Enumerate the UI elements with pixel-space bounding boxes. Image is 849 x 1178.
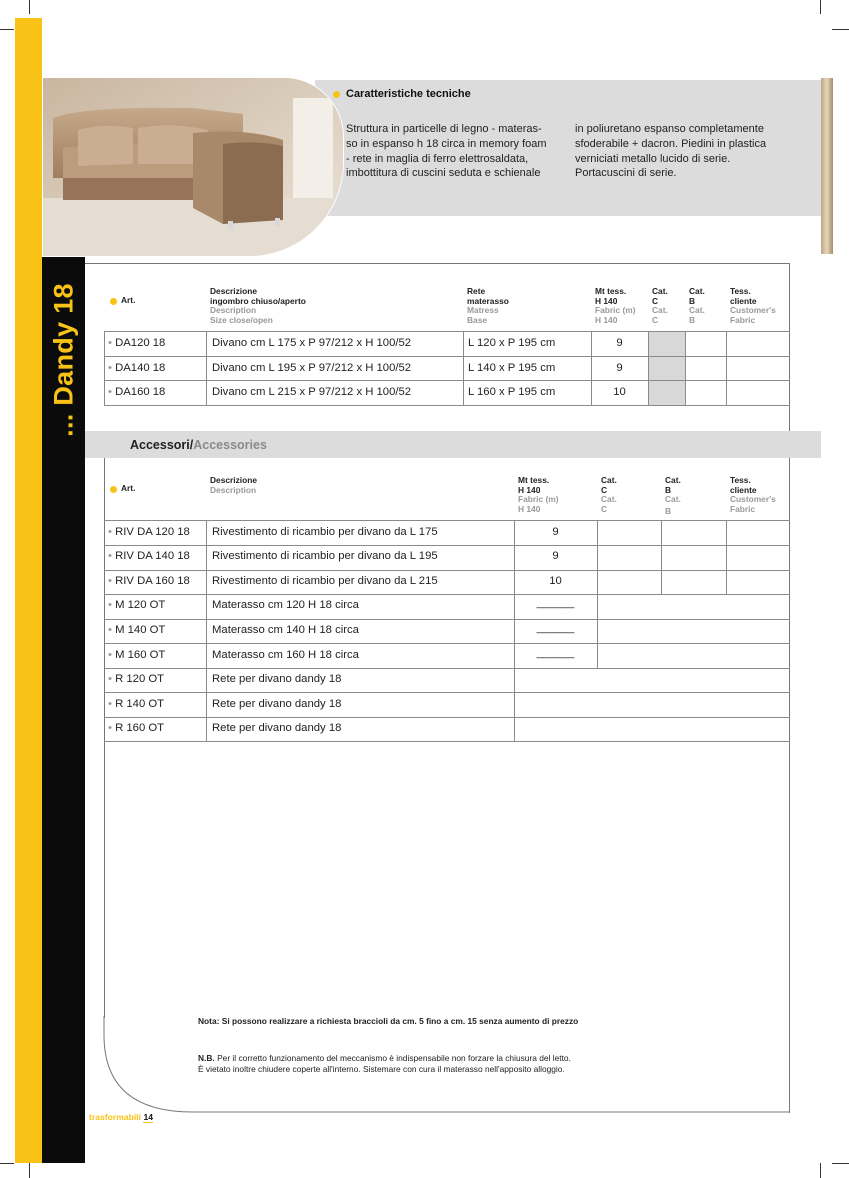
photo-strip	[821, 78, 833, 254]
side-title	[40, 265, 88, 455]
header-art: Art.	[121, 295, 136, 305]
hdr-line: Matress	[467, 305, 499, 315]
hdr-line: Fabric	[730, 503, 756, 514]
frame-line	[85, 263, 789, 264]
acc-header-tess	[730, 476, 776, 514]
art-code: DA160 18	[115, 386, 166, 398]
header-desc	[210, 287, 306, 325]
hdr-line: C	[601, 503, 608, 514]
table-row-desc: Divano cm L 195 x P 97/212 x H 100/52	[212, 362, 412, 374]
list-item-desc: Materasso cm 120 H 18 circa	[212, 599, 359, 611]
spec-line: - rete in maglia di ferro elettrosaldata,	[346, 152, 529, 165]
list-item-desc: Rivestimento di ricambio per divano da L 215	[212, 575, 438, 587]
list-item-mt: 10	[549, 575, 562, 587]
nb-line: Per il corretto funzionamento del meccanismo è indispensabile non forzare la chiusura del letto.	[214, 1053, 571, 1063]
nb-line: È vietato inoltre chiudere coperte all'interno. Sistemare con cura il materasso nell'apposito alloggio.	[198, 1064, 565, 1074]
list-item-desc: Rete per divano dandy 18	[212, 698, 342, 710]
spec-col2	[575, 122, 790, 181]
spec-line: in poliuretano espanso completamente	[575, 123, 764, 135]
table-row-art: • DA160 18	[108, 386, 166, 398]
hdr-line: Rete	[467, 286, 486, 296]
hdr-line: C	[601, 484, 608, 495]
table-row-rete: L 120 x P 195 cm	[468, 337, 556, 349]
hdr-line: Mt tess.	[595, 286, 627, 296]
header-mt	[595, 287, 636, 325]
hdr-line: Descrizione	[210, 475, 258, 485]
spec-line: Portacuscini di serie.	[575, 167, 677, 180]
hdr-line: Description	[210, 305, 257, 315]
grid-line	[726, 331, 727, 406]
crop-mark	[820, 0, 821, 14]
accessories-title	[130, 438, 267, 452]
list-item-mt: ______	[536, 647, 575, 659]
hdr-line: Cat.	[652, 286, 668, 296]
hdr-line: cliente	[730, 484, 757, 495]
crop-mark	[0, 29, 14, 30]
spec-title: Caratteristiche tecniche	[346, 88, 471, 100]
table-row-art: • DA140 18	[108, 362, 166, 374]
grid-line	[104, 331, 105, 406]
footer-section: trasformabili	[89, 1112, 142, 1122]
table-row-rete: L 140 x P 195 cm	[468, 362, 556, 374]
acc-header-mt	[518, 476, 559, 514]
hdr-line: Tess.	[730, 475, 751, 485]
hdr-line: Customer's	[730, 494, 776, 504]
art-code: R 140 OT	[115, 698, 165, 710]
title-main: Accessori/	[130, 438, 194, 452]
hdr-line: C	[652, 314, 659, 325]
hdr-line: Base	[467, 314, 488, 325]
spec-line: Struttura in particelle di legno - materas-	[346, 123, 542, 135]
spec-line: so in espanso h 18 circa in memory foam	[346, 137, 547, 150]
table-row-desc: Divano cm L 215 x P 97/212 x H 100/52	[212, 386, 412, 398]
hdr-line: Customer's	[730, 305, 776, 315]
sofa-image	[43, 78, 343, 256]
hdr-line: H 140	[595, 314, 618, 325]
hdr-line: Size close/open	[210, 314, 273, 325]
footer	[89, 1112, 153, 1122]
acc-header-art: Art.	[121, 483, 136, 493]
grid-line	[597, 520, 598, 595]
bullet-dot	[333, 91, 340, 98]
grid-line	[206, 331, 207, 406]
accent-bar	[15, 18, 42, 1163]
nb-text	[198, 1053, 571, 1075]
sofa-photo	[42, 77, 344, 257]
page-number: 14	[143, 1112, 154, 1122]
header-tess	[730, 287, 776, 325]
title-alt: Accessories	[193, 438, 267, 452]
grid-line	[206, 520, 207, 742]
hdr-line: B	[665, 484, 672, 495]
art-code: RIV DA 160 18	[115, 575, 190, 587]
acc-header-catc	[601, 476, 617, 514]
list-item-art: • RIV DA 140 18	[108, 550, 190, 562]
note-text: Nota: Si possono realizzare a richiesta braccioli da cm. 5 fino a cm. 15 senza aumento di prezzo	[198, 1016, 579, 1026]
header-catc	[652, 287, 668, 325]
list-item-mt: 9	[552, 526, 559, 538]
hdr-line: B	[665, 505, 672, 516]
grid-line	[597, 594, 598, 668]
spec-line: imbottitura di cuscini seduta e schienale	[346, 167, 541, 180]
table-row-desc: Divano cm L 175 x P 97/212 x H 100/52	[212, 337, 412, 349]
hdr-line: Cat.	[689, 305, 705, 315]
list-item-desc: Materasso cm 140 H 18 circa	[212, 624, 359, 636]
hdr-line: Tess.	[730, 286, 751, 296]
hdr-line: Cat.	[689, 286, 705, 296]
hdr-line: Fabric (m)	[518, 494, 559, 504]
art-code: DA120 18	[115, 337, 166, 349]
hdr-line: ingombro chiuso/aperto	[210, 295, 306, 306]
art-code: M 120 OT	[115, 599, 166, 611]
table-row-mt: 10	[613, 386, 626, 398]
header-rete	[467, 287, 509, 325]
list-item-desc: Rete per divano dandy 18	[212, 673, 342, 685]
hdr-line: H 140	[518, 484, 541, 495]
list-item-art: • M 140 OT	[108, 624, 166, 636]
hdr-line: Cat.	[601, 494, 617, 504]
list-item-art: • RIV DA 120 18	[108, 526, 190, 538]
crop-mark	[29, 0, 30, 14]
hdr-line: cliente	[730, 295, 757, 306]
hdr-line: Cat.	[665, 494, 681, 504]
list-item-art: • RIV DA 160 18	[108, 575, 190, 587]
list-item-desc: Rete per divano dandy 18	[212, 722, 342, 734]
grid-line	[726, 520, 727, 595]
art-code: RIV DA 140 18	[115, 550, 190, 562]
bullet-dot	[110, 298, 117, 305]
side-title-text: ... Dandy 18	[48, 283, 79, 437]
list-item-art: • R 160 OT	[108, 722, 165, 734]
hdr-line: Description	[210, 484, 257, 495]
list-item-mt: ______	[536, 597, 575, 609]
grid-line	[648, 331, 649, 406]
hdr-line: Descrizione	[210, 286, 258, 296]
spec-col1	[346, 122, 560, 181]
frame-line	[104, 458, 105, 1018]
grid-line	[661, 520, 662, 595]
list-item-mt: 9	[552, 550, 559, 562]
art-code: R 120 OT	[115, 673, 165, 685]
hdr-line: C	[652, 295, 659, 306]
crop-mark	[0, 1163, 14, 1164]
hdr-line: Cat.	[665, 475, 681, 485]
hdr-line: materasso	[467, 295, 509, 306]
hdr-line: B	[689, 295, 696, 306]
crop-mark	[832, 1163, 849, 1164]
list-item-desc: Materasso cm 160 H 18 circa	[212, 649, 359, 661]
art-code: M 140 OT	[115, 624, 166, 636]
spec-line: sfoderabile + dacron. Piedini in plastica	[575, 137, 767, 150]
art-code: R 160 OT	[115, 722, 165, 734]
hdr-line: Cat.	[652, 305, 668, 315]
list-item-desc: Rivestimento di ricambio per divano da L 195	[212, 550, 438, 562]
crop-mark	[29, 1163, 30, 1178]
table-row-mt: 9	[616, 337, 623, 349]
header-catb	[689, 287, 705, 325]
grid-line	[685, 331, 686, 406]
crop-mark	[820, 1163, 821, 1178]
art-code: M 160 OT	[115, 649, 166, 661]
hdr-line: B	[689, 314, 696, 325]
bullet-dot	[110, 486, 117, 493]
list-item-art: • R 140 OT	[108, 698, 165, 710]
hdr-line: H 140	[595, 295, 618, 306]
art-code: DA140 18	[115, 362, 166, 374]
list-item-art: • M 120 OT	[108, 599, 166, 611]
table-row-art: • DA120 18	[108, 337, 166, 349]
list-item-desc: Rivestimento di ricambio per divano da L 175	[212, 526, 438, 538]
list-item-art: • R 120 OT	[108, 673, 165, 685]
nb-label: N.B.	[198, 1053, 215, 1063]
acc-header-catb	[665, 476, 681, 516]
art-code: RIV DA 120 18	[115, 526, 190, 538]
hdr-line: Mt tess.	[518, 475, 550, 485]
crop-mark	[832, 29, 849, 30]
grid-line	[463, 331, 464, 406]
acc-header-desc	[210, 476, 257, 495]
table-row-mt: 9	[616, 362, 623, 374]
list-item-mt: ______	[536, 622, 575, 634]
hdr-line: H 140	[518, 503, 541, 514]
table-row-rete: L 160 x P 195 cm	[468, 386, 556, 398]
hdr-line: Cat.	[601, 475, 617, 485]
spec-line: verniciati metallo lucido di serie.	[575, 152, 731, 165]
hdr-line: Fabric (m)	[595, 305, 636, 315]
cat-c-shade	[648, 332, 685, 405]
hdr-line: Fabric	[730, 314, 756, 325]
list-item-art: • M 160 OT	[108, 649, 166, 661]
